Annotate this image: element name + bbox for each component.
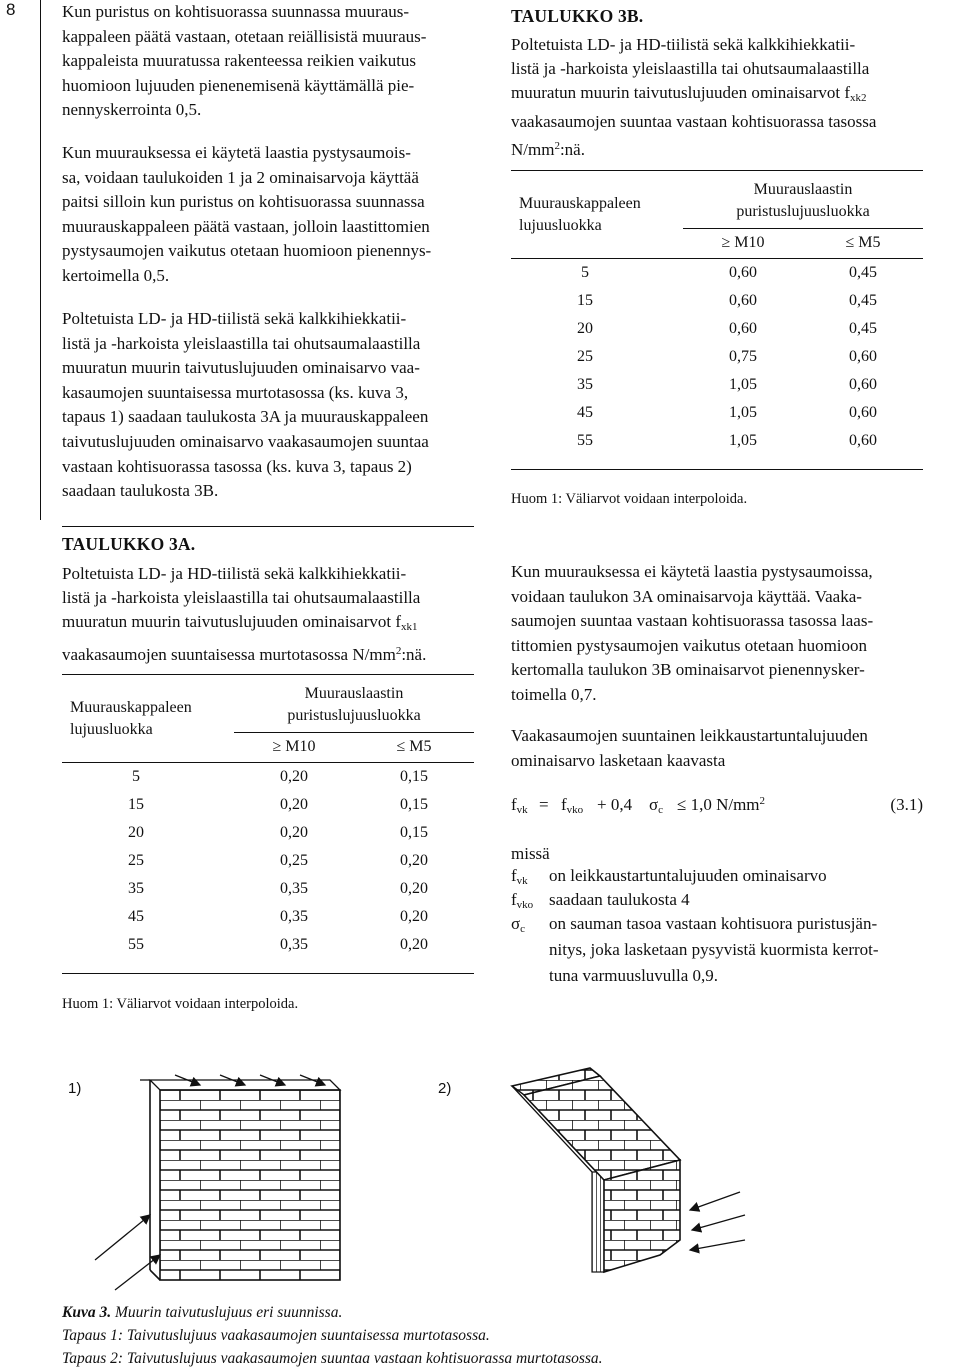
table-row: 25 0,25 0,20: [128, 852, 428, 869]
table-3a-body: [62, 763, 474, 959]
figure-caption: Kuva 3. Muurin taivutuslujuus eri suunnissa. Tapaus 1: Taivutuslujuus vaakasaumojen suuntaisessa murtotasossa. Tapaus 2: Taivutuslujuus vaakasaumojen suuntaa vastaan kohtisuorassa murtotasossa.: [62, 1304, 603, 1367]
paragraph-reikien-vaikutus: Kun puristus on kohtisuorassa suunnassa muuraus- kappaleen päätä vastaan, otetaan reiällisistä muuraus- kappaleista muuratussa rakenteessa reikien vaikutus huomioon lujuuden pienenemisenä käyttämällä pie- nennyskerrointa 0,5.: [62, 2, 427, 120]
case-1-wall: [95, 1075, 340, 1290]
table-3b-body: [511, 259, 923, 455]
divider-left: [62, 526, 474, 527]
paragraph-laastittomat-saumat: Kun muurauksessa ei käytetä laastia pystysaumoissa, voidaan taulukon 3A ominaisarvoja käyttää. Vaaka- saumojen suuntaa vastaan kohtisuorassa tasossa laas- tittomien pystysaumojen vaikutus otetaan huomioon kertomalla taulukon 3B ominaisarvot pienennysker- toimella 0,7.: [511, 562, 874, 704]
figure-masonry-drawing: [0, 1040, 960, 1300]
table-row: 55 0,35 0,20: [128, 936, 428, 953]
table-row: 15 0,60 0,45: [577, 292, 877, 309]
table-row: 45 1,05 0,60: [577, 404, 877, 421]
paragraph-taivutuslujuus: Poltetuista LD- ja HD-tiilistä sekä kalkkihiekkatii- listä ja -harkoista yleislaastilla tai ohutsaumalaastilla muuratun muurin taivutuslujuuden ominaisarvo vaa- kasaumojen suuntaisessa murtotasossa (ks. kuva 3, tapaus 1) saadaan taulukosta 3A ja muurauskappaleen taivutuslujuuden ominaisarvo vaakasaumojen suuntaa vastaan kohtisuorassa tasossa (ks. kuva 3, tapaus 2) saadaan taulukosta 3B.: [62, 309, 429, 501]
table-row: 20 0,60 0,45: [577, 320, 877, 337]
table-3b-subheader-m5: ≤ M5: [845, 234, 881, 251]
table-3b-group-rule: [683, 228, 923, 229]
table-3a-group-header: Muurauslaastin puristuslujuusluokka: [287, 685, 421, 724]
table-row: 5 0,60 0,45: [581, 264, 877, 281]
table-3b-bottom-rule: [511, 469, 923, 470]
paragraph-pystysaumat: Kun muurauksessa ei käytetä laastia pystysaumois- sa, voidaan taulukoiden 1 ja 2 ominaisarvoja käyttää paitsi silloin kun puristus on kohtisuorassa suunnassa muurauskappaleen päätä vastaan, jolloin laastittomien pystysaumojen vaikutus otetaan huomioon pienennys- kertoimella 0,5.: [62, 143, 432, 285]
table-row: 45 0,35 0,20: [128, 908, 428, 925]
table-3b-description: Poltetuista LD- ja HD-tiilistä sekä kalkkihiekkatii- listä ja -harkoista yleislaastilla tai ohutsaumalaastilla muuratun muurin taivutuslujuuden ominaisarvot $f_{xk2}$ vaakasaumojen suuntaa vastaan kohtisuorassa tasossa $N/mm^2:nä$.: [511, 35, 877, 159]
definition-fvk: $f_{vk}$ on leikkaustartuntalujuuden ominaisarvo: [511, 866, 827, 887]
table-row: 25 0,75 0,60: [577, 348, 877, 365]
definition-sigma-c-cont1: nitys, joka lasketaan pysyvistä kuormista kerrot-: [549, 940, 879, 959]
paragraph-leikkaustartunta: Vaakasaumojen suuntainen leikkaustartuntalujuuden ominaisarvo lasketaan kaavasta: [511, 726, 868, 770]
case-2-wall: [512, 1068, 745, 1272]
table-3a-subheader-m5: ≤ M5: [396, 738, 432, 755]
formula-3-1: $f_{vk}$ = $f_{vko}$ + 0,4 $\sigma_c$ ≤ 1,0 $N/mm^2$ (3.1): [511, 795, 923, 816]
page-number-rule: [0, 0, 41, 520]
definition-sigma-c: $\sigma_c$ on sauman tasoa vastaan kohtisuora puristusjän-: [511, 914, 878, 935]
page-number: 8: [6, 0, 16, 19]
table-3a-note: Huom 1: Väliarvot voidaan interpoloida.: [62, 996, 299, 1012]
table-3b-subheader-m10: ≥ M10: [721, 234, 765, 251]
caption-line-1: Muurin taivutuslujuus eri suunnissa.: [114, 1304, 343, 1321]
table-3a-bottom-rule: [62, 973, 474, 974]
table-3a-top-rule: [62, 674, 474, 675]
table-row: 35 1,05 0,60: [577, 376, 877, 393]
definition-fvko: $f_{vko}$ saadaan taulukosta 4: [511, 890, 690, 911]
table-3b-title: TAULUKKO 3B.: [511, 6, 644, 26]
figure-label-case-2: 2): [438, 1080, 452, 1097]
missa-label: missä: [511, 844, 550, 863]
table-row: 55 1,05 0,60: [577, 432, 877, 449]
table-row: 20 0,20 0,15: [128, 824, 428, 841]
table-3a-title: TAULUKKO 3A.: [62, 534, 196, 554]
definitions-list: [511, 866, 923, 990]
table-row: 15 0,20 0,15: [128, 796, 428, 813]
figure-label-case-1: 1): [68, 1080, 82, 1097]
table-row: 5 0,20 0,15: [132, 768, 428, 785]
definition-sigma-c-cont2: tuna varmuusluvulla 0,9.: [549, 966, 719, 985]
table-row: 35 0,35 0,20: [128, 880, 428, 897]
table-3b-group-header: Muurauslaastin puristuslujuusluokka: [736, 181, 870, 220]
table-3a-col1-header: Muurauskappaleen lujuusluokka: [70, 699, 192, 738]
table-3b-note: Huom 1: Väliarvot voidaan interpoloida.: [511, 491, 748, 507]
table-3a-group-rule: [234, 732, 474, 733]
table-3a-description: Poltetuista LD- ja HD-tiilistä sekä kalkkihiekkatii- listä ja -harkoista yleislaastilla tai ohutsaumalaastilla muuratun muurin taivutuslujuuden ominaisarvot $f_{xk1}$ vaakasaumojen suuntaisessa murtotasossa $N/mm^2:nä$.: [62, 564, 427, 664]
table-3b-col1-header: Muurauskappaleen lujuusluokka: [519, 195, 641, 234]
table-3b-top-rule: [511, 170, 923, 171]
table-3a-subheader-m10: ≥ M10: [272, 738, 316, 755]
